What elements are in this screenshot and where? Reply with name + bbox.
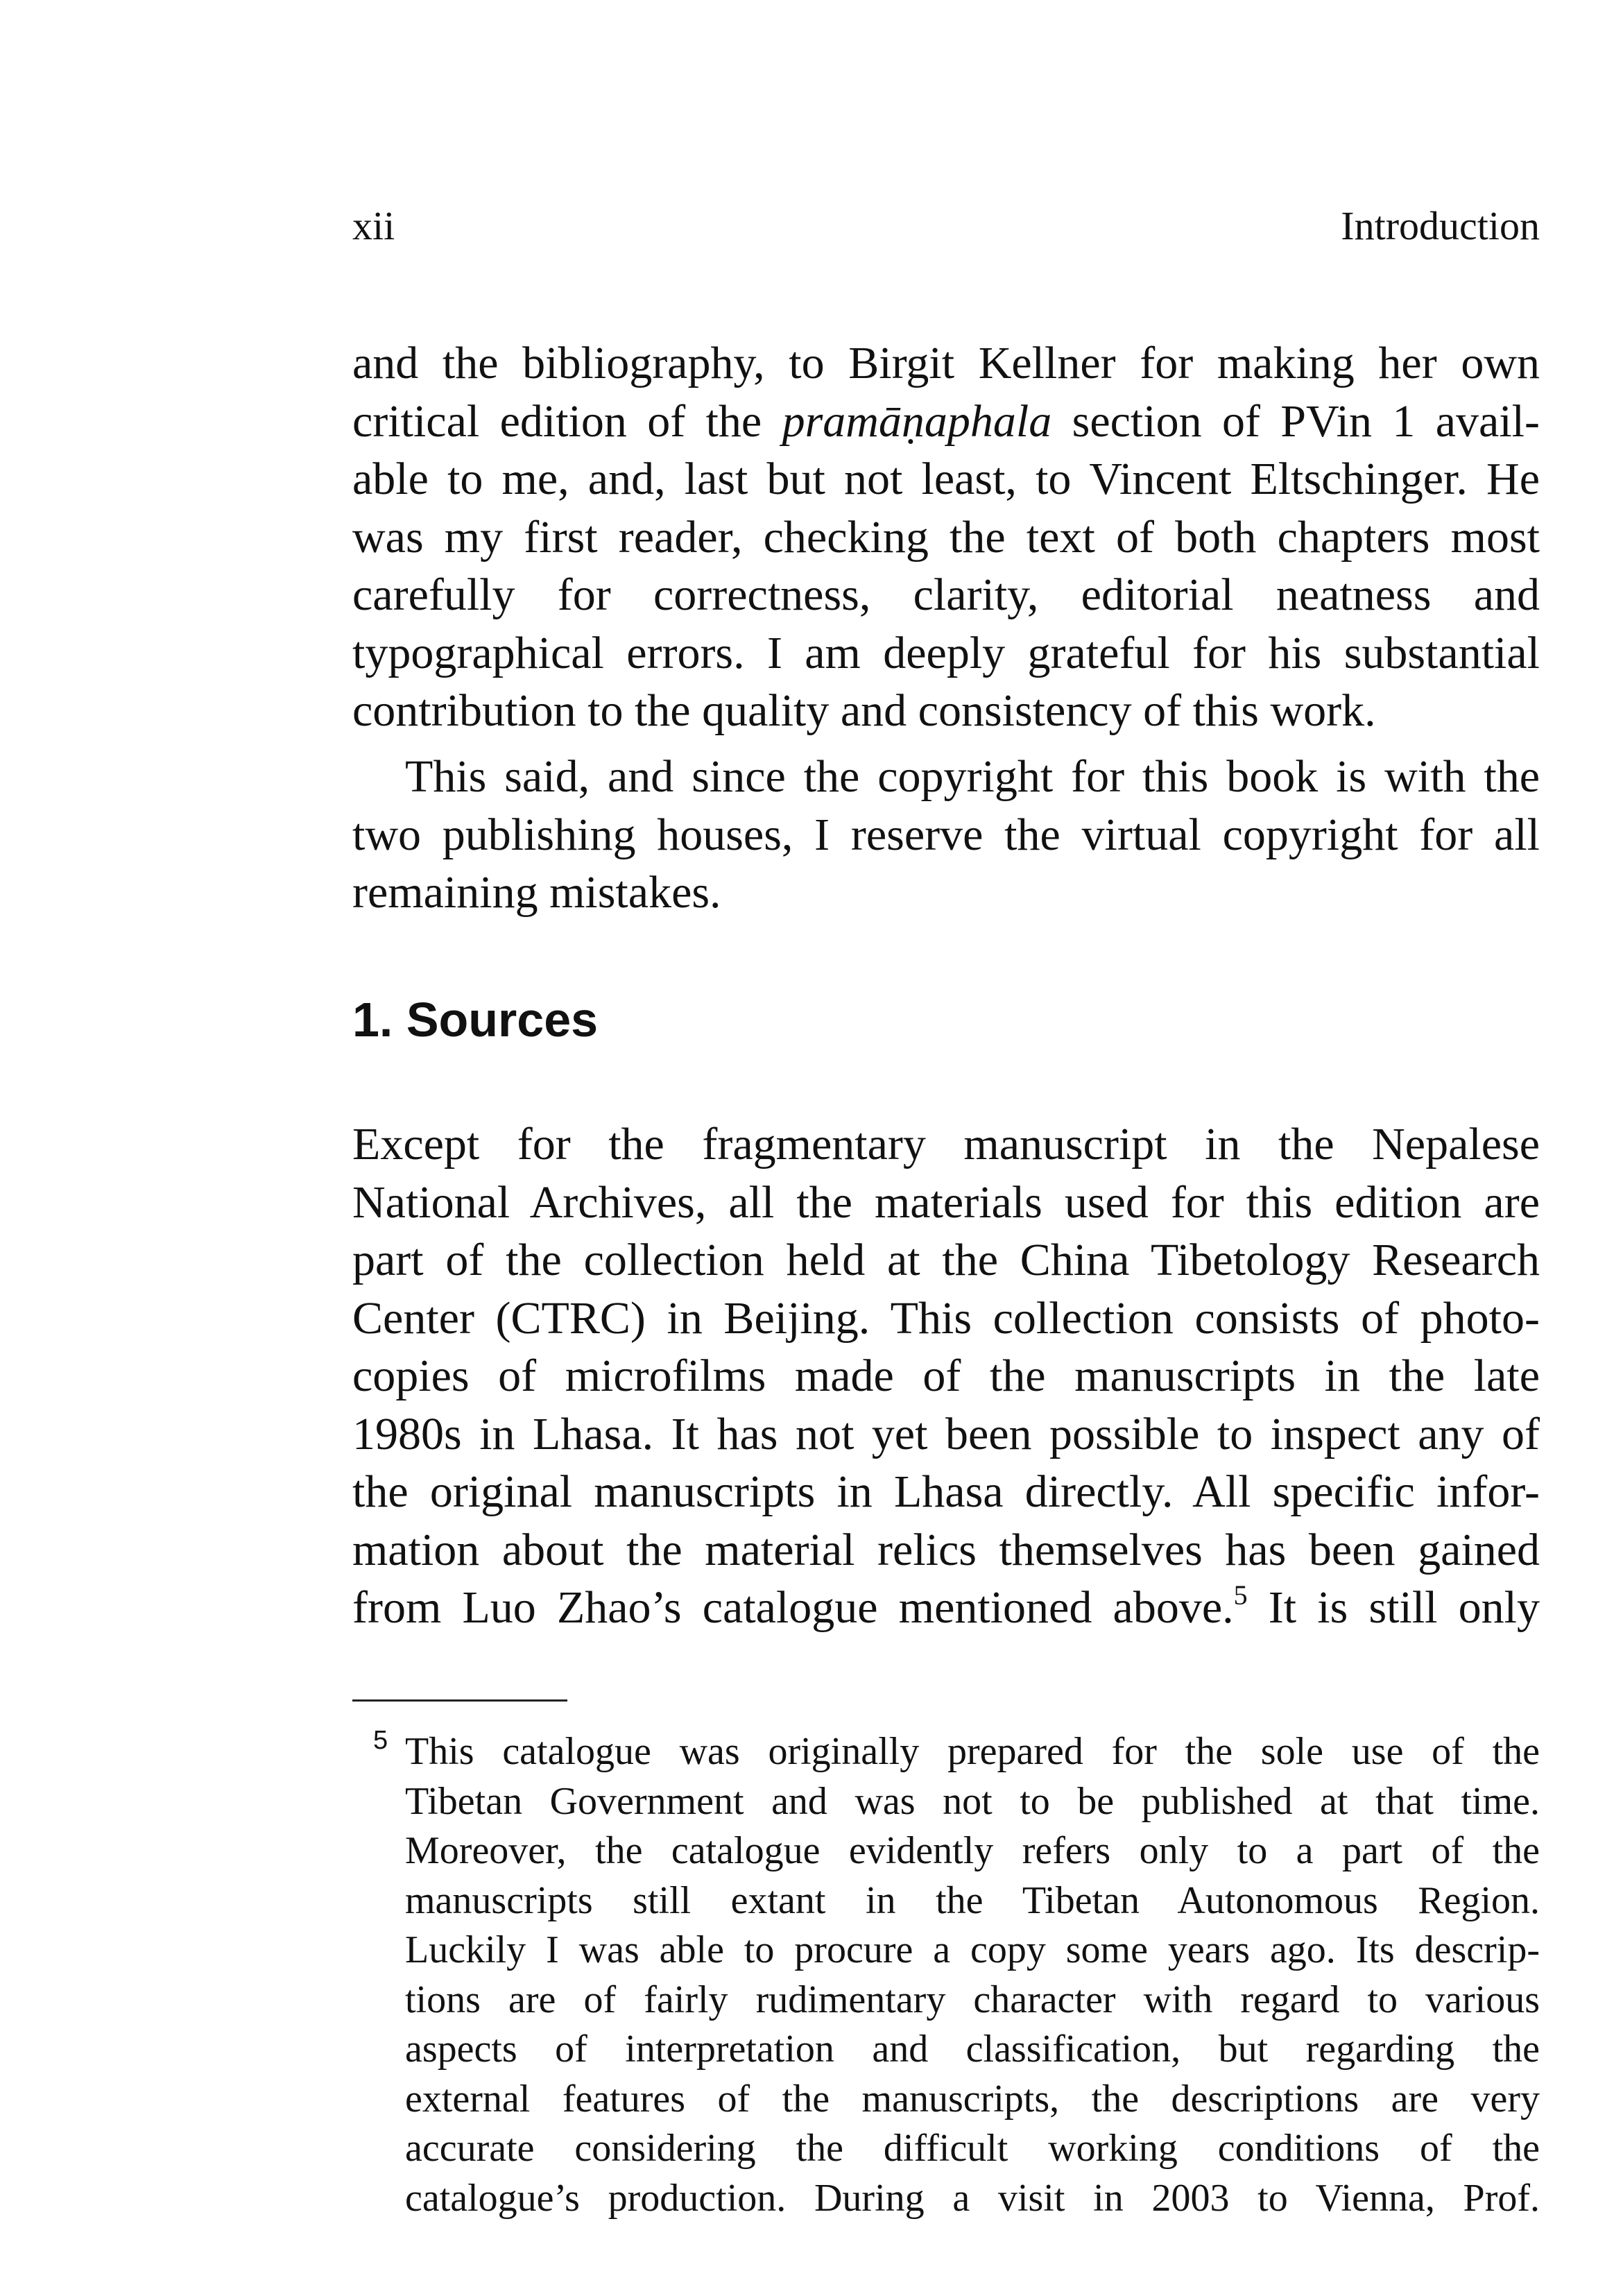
footnote-line: external features of the manuscripts, the descriptions are very — [405, 2077, 1540, 2121]
text-line — [352, 1579, 1540, 1637]
text-line: remaining mistakes. — [352, 867, 721, 918]
text-line — [352, 393, 1540, 451]
running-head-title: Introduction — [1341, 203, 1540, 248]
footnote-line: manuscripts still extant in the Tibetan Autonomous Region. — [405, 1878, 1540, 1922]
footnote-separator — [352, 1699, 567, 1702]
text-line: two publishing houses, I reserve the virtual copyright for all — [352, 809, 1540, 860]
text-line: This said, and since the copyright for this book is with the — [405, 751, 1540, 802]
paragraph-acknowledgements — [352, 334, 1540, 740]
footnote-number: 5 — [373, 1726, 388, 1755]
footnote-line: This catalogue was originally prepared for the sole use of the — [405, 1730, 1540, 1773]
footnote-line: catalogue’s production. During a visit in 2003 to Vienna, Prof. — [405, 2176, 1540, 2220]
text-line: able to me, and, last but not least, to Vincent Eltschinger. He — [352, 454, 1540, 504]
footnote-5 — [352, 1727, 1540, 2223]
text-line: Except for the fragmentary manuscript in the Nepalese — [352, 1119, 1540, 1170]
text-line: and the bibliography, to Birgit Kellner for making her own — [352, 338, 1540, 388]
footnote-line: aspects of interpretation and classification, but regarding the — [405, 2028, 1540, 2071]
running-head — [352, 198, 1540, 254]
text-run: critical edition of the — [352, 395, 782, 447]
text-line: was my first reader, checking the text of both chapters most — [352, 511, 1540, 563]
text-run: section of PVin 1 avail- — [1051, 395, 1540, 447]
footnote-line: accurate considering the difficult working conditions of the — [405, 2127, 1540, 2170]
footnote-line: Luckily I was able to procure a copy some years ago. Its descrip- — [405, 1928, 1540, 1971]
footnote-line: Moreover, the catalogue evidently refers only to a part of the — [405, 1829, 1540, 1872]
paragraph-copyright — [352, 748, 1540, 922]
footnote-reference[interactable]: 5 — [1233, 1579, 1248, 1611]
text-line: contribution to the quality and consistency of this work. — [352, 685, 1376, 736]
text-run: It is still only — [1247, 1582, 1540, 1633]
italic-term: pramāṇaphala — [782, 395, 1052, 447]
footnote-line: tions are of fairly rudimentary character with regard to various — [405, 1978, 1540, 2021]
text-line: copies of microfilms made of the manuscripts in the late — [352, 1351, 1540, 1401]
text-line: carefully for correctness, clarity, editorial neatness and — [352, 569, 1540, 620]
page-number: xii — [352, 203, 395, 248]
text-line: mation about the material relics themselves has been gained — [352, 1524, 1540, 1575]
text-line: part of the collection held at the China Tibetology Research — [352, 1235, 1540, 1285]
text-line: National Archives, all the materials used for this edition are — [352, 1176, 1540, 1228]
text-line: Center (CTRC) in Beijing. This collection consists of photo- — [352, 1292, 1540, 1344]
text-line: 1980s in Lhasa. It has not yet been possible to inspect any of — [352, 1408, 1540, 1459]
text-run: from Luo Zhao’s catalogue mentioned above. — [352, 1582, 1234, 1633]
text-line: typographical errors. I am deeply grateful for his substantial — [352, 627, 1540, 678]
paragraph-sources — [352, 1115, 1540, 1637]
section-heading: 1. Sources — [352, 993, 599, 1047]
text-line: the original manuscripts in Lhasa directly. All specific infor- — [352, 1466, 1540, 1517]
footnote-line: Tibetan Government and was not to be published at that time. — [405, 1779, 1540, 1823]
